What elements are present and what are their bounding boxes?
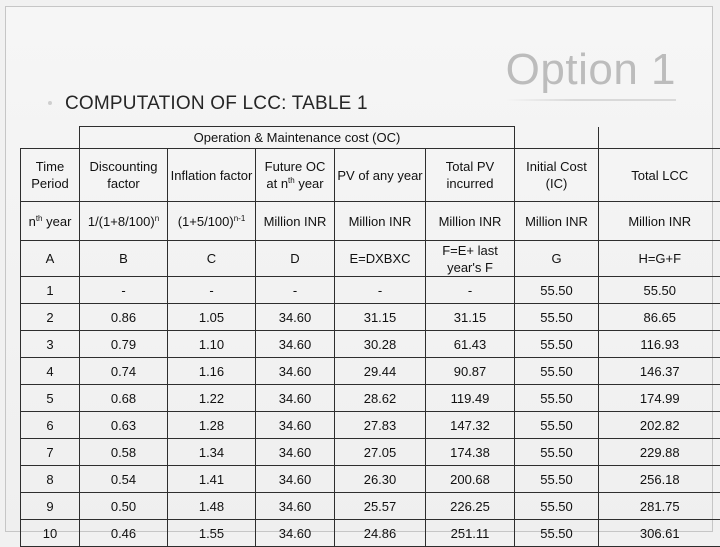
table-cell: 31.15 <box>335 304 426 331</box>
table-cell: 6 <box>21 412 80 439</box>
table-cell: 1.22 <box>168 385 256 412</box>
formula-cell: G <box>515 241 599 277</box>
table-cell: 116.93 <box>599 331 720 358</box>
lcc-table <box>20 126 720 547</box>
table-cell: 61.43 <box>426 331 515 358</box>
table-cell: 0.79 <box>80 331 168 358</box>
table-cell: 4 <box>21 358 80 385</box>
table-cell: 1.28 <box>168 412 256 439</box>
unit-text: Million INR <box>349 214 412 229</box>
header-text: Total LCC <box>631 168 688 183</box>
unit-text: 1/(1+8/100) <box>88 214 155 229</box>
table-cell: 27.83 <box>335 412 426 439</box>
unit-text: Million INR <box>628 214 691 229</box>
header-text: PV of any year <box>337 168 422 183</box>
unit-sup: th <box>36 214 43 223</box>
unit-cell <box>80 202 168 241</box>
table-cell: - <box>256 277 335 304</box>
table-cell: 55.50 <box>515 304 599 331</box>
header-cell-future-oc <box>256 149 335 202</box>
table-cell: 8 <box>21 466 80 493</box>
table-cell: 10 <box>21 520 80 547</box>
unit-cell <box>168 202 256 241</box>
table-cell: 306.61 <box>599 520 720 547</box>
table-cell: 86.65 <box>599 304 720 331</box>
table-cell: 55.50 <box>515 277 599 304</box>
header-text: Future OC at n <box>265 159 326 191</box>
table-cell: 0.46 <box>80 520 168 547</box>
header-span-row <box>21 127 720 149</box>
table-cell: 0.68 <box>80 385 168 412</box>
header-text: year <box>295 176 324 191</box>
unit-cell <box>426 202 515 241</box>
unit-cell <box>515 202 599 241</box>
header-cell-pv <box>335 149 426 202</box>
unit-text: (1+5/100) <box>178 214 234 229</box>
unit-text: year <box>43 214 72 229</box>
table-cell: 27.05 <box>335 439 426 466</box>
table-cell: 251.11 <box>426 520 515 547</box>
header-cell-time-period <box>21 149 80 202</box>
table-cell: 34.60 <box>256 466 335 493</box>
header-text: Inflation factor <box>171 168 253 183</box>
table-cell: 174.38 <box>426 439 515 466</box>
table-cell: 25.57 <box>335 493 426 520</box>
header-cell-total-lcc <box>599 149 720 202</box>
table-row <box>21 331 720 358</box>
table-cell: 281.75 <box>599 493 720 520</box>
table-row <box>21 493 720 520</box>
unit-cell <box>21 202 80 241</box>
header-cell-discounting <box>80 149 168 202</box>
table-cell: 55.50 <box>515 493 599 520</box>
table-cell: 3 <box>21 331 80 358</box>
table-cell: 55.50 <box>515 520 599 547</box>
table-cell: 55.50 <box>515 358 599 385</box>
formula-cell: H=G+F <box>599 241 720 277</box>
table-cell: 229.88 <box>599 439 720 466</box>
table-row <box>21 385 720 412</box>
table-row <box>21 520 720 547</box>
table-cell: 0.58 <box>80 439 168 466</box>
table-cell: 34.60 <box>256 304 335 331</box>
table-cell: 55.50 <box>515 412 599 439</box>
unit-cell <box>256 202 335 241</box>
table-cell: 90.87 <box>426 358 515 385</box>
header-row <box>21 149 720 202</box>
table-cell: 24.86 <box>335 520 426 547</box>
table-cell: 34.60 <box>256 331 335 358</box>
table-cell: 34.60 <box>256 493 335 520</box>
formula-cell: A <box>21 241 80 277</box>
header-text: Total PV incurred <box>446 159 494 191</box>
table-cell: 146.37 <box>599 358 720 385</box>
formula-cell: C <box>168 241 256 277</box>
unit-text: Million INR <box>264 214 327 229</box>
table-cell: 55.50 <box>599 277 720 304</box>
table-cell: 2 <box>21 304 80 331</box>
table-cell: 7 <box>21 439 80 466</box>
table-cell: 0.74 <box>80 358 168 385</box>
table-cell: 34.60 <box>256 358 335 385</box>
table-cell: - <box>168 277 256 304</box>
table-cell: 28.62 <box>335 385 426 412</box>
bullet-dot <box>48 101 52 105</box>
table-cell: 55.50 <box>515 331 599 358</box>
table-row <box>21 466 720 493</box>
header-cell-initial-cost <box>515 149 599 202</box>
units-row <box>21 202 720 241</box>
table-cell: 226.25 <box>426 493 515 520</box>
empty-cell <box>599 127 720 149</box>
header-cell-total-pv <box>426 149 515 202</box>
header-sup: th <box>288 176 295 185</box>
slide-title: Option 1 <box>506 45 676 95</box>
unit-text: Million INR <box>439 214 502 229</box>
unit-text: Million INR <box>525 214 588 229</box>
table-cell: 1.05 <box>168 304 256 331</box>
table-cell: 1.48 <box>168 493 256 520</box>
empty-cell <box>515 127 599 149</box>
table-cell: 29.44 <box>335 358 426 385</box>
table-cell: 31.15 <box>426 304 515 331</box>
formula-row <box>21 241 720 277</box>
unit-sup: n-1 <box>234 214 246 223</box>
table-cell: 30.28 <box>335 331 426 358</box>
table-cell: 55.50 <box>515 385 599 412</box>
table-cell: 9 <box>21 493 80 520</box>
unit-cell <box>599 202 720 241</box>
table-cell: 0.63 <box>80 412 168 439</box>
slide-subtitle: COMPUTATION OF LCC: TABLE 1 <box>65 93 368 115</box>
table-cell: 200.68 <box>426 466 515 493</box>
table-cell: 202.82 <box>599 412 720 439</box>
table-cell: 1.10 <box>168 331 256 358</box>
table-cell: 5 <box>21 385 80 412</box>
formula-cell: E=DXBXC <box>335 241 426 277</box>
unit-sup: n <box>155 214 159 223</box>
table-cell: 147.32 <box>426 412 515 439</box>
formula-cell: D <box>256 241 335 277</box>
table-cell: 34.60 <box>256 412 335 439</box>
span-header-cell: Operation & Maintenance cost (OC) <box>80 127 515 149</box>
formula-cell: F=E+ last year's F <box>426 241 515 277</box>
table-cell: 0.86 <box>80 304 168 331</box>
table-cell: - <box>80 277 168 304</box>
table-cell: 0.50 <box>80 493 168 520</box>
table-cell: 119.49 <box>426 385 515 412</box>
table-cell: - <box>335 277 426 304</box>
table-cell: 1.55 <box>168 520 256 547</box>
table-row <box>21 304 720 331</box>
table-cell: 174.99 <box>599 385 720 412</box>
table-row <box>21 412 720 439</box>
header-cell-inflation <box>168 149 256 202</box>
formula-cell: B <box>80 241 168 277</box>
table-cell: 55.50 <box>515 466 599 493</box>
unit-text: n <box>29 214 36 229</box>
table-cell: 1.34 <box>168 439 256 466</box>
unit-cell <box>335 202 426 241</box>
table-cell: 256.18 <box>599 466 720 493</box>
table-cell: 34.60 <box>256 385 335 412</box>
table-cell: 1.41 <box>168 466 256 493</box>
table-cell: 34.60 <box>256 439 335 466</box>
header-text: Discounting factor <box>90 159 158 191</box>
table-cell: 1.16 <box>168 358 256 385</box>
header-text: Time Period <box>31 159 69 191</box>
table-cell: 55.50 <box>515 439 599 466</box>
header-text: Initial Cost (IC) <box>526 159 587 191</box>
table-cell: 26.30 <box>335 466 426 493</box>
table-row <box>21 439 720 466</box>
table-cell: 1 <box>21 277 80 304</box>
table-row <box>21 358 720 385</box>
table-body <box>21 277 720 547</box>
table-cell: - <box>426 277 515 304</box>
empty-cell <box>21 127 80 149</box>
table-cell: 0.54 <box>80 466 168 493</box>
table-row <box>21 277 720 304</box>
table-cell: 34.60 <box>256 520 335 547</box>
